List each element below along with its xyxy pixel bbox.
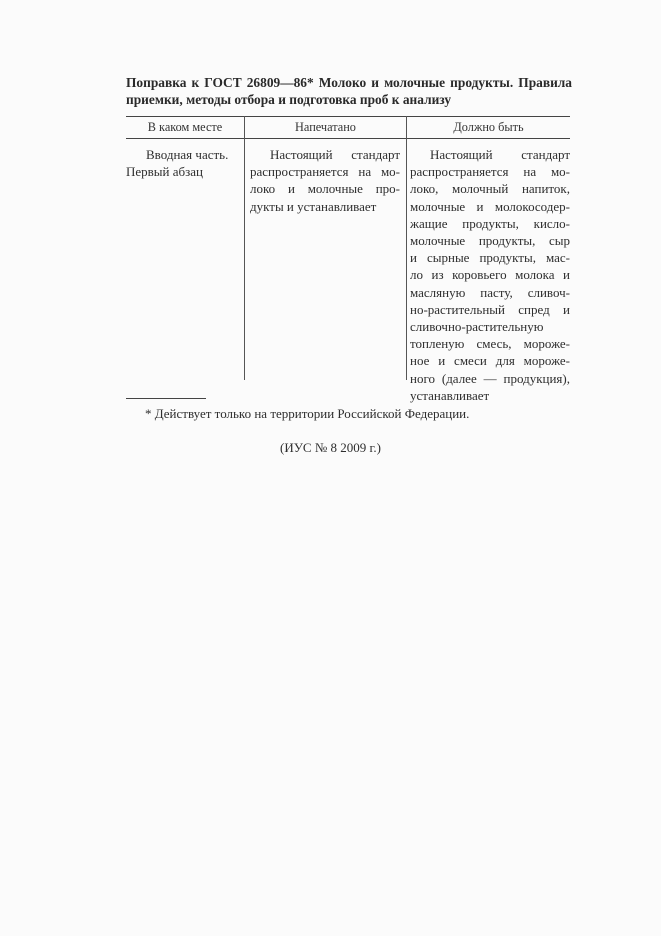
footnote: * Действует только на территории Российской Федерации. — [145, 406, 470, 421]
footnote-separator — [126, 398, 206, 399]
cell-should-be-line: устанавливает — [410, 387, 490, 403]
correction-table — [126, 116, 570, 403]
cell-should-be-line: локо, молочный напиток, — [410, 181, 570, 197]
column-divider-2 — [406, 116, 407, 380]
cell-printed-line: распространяется на мо- — [250, 164, 400, 180]
cell-should-be-line: топленую смесь, мороже- — [410, 336, 570, 352]
source-reference: (ИУС № 8 2009 г.) — [280, 440, 381, 455]
cell-should-be-line: молочные и молокосодер- — [410, 198, 570, 214]
cell-should-be-line: ное и смеси для мороже- — [410, 353, 570, 369]
cell-printed-line: Настоящий стандарт — [270, 147, 400, 162]
header-printed: Напечатано — [295, 120, 356, 134]
cell-should-be-line: распространяется на мо- — [410, 164, 570, 180]
table-top-rule — [126, 116, 570, 117]
column-divider-1 — [244, 116, 245, 380]
cell-printed-line: локо и молочные про- — [250, 181, 400, 197]
cell-location-line: Первый абзац — [126, 164, 203, 180]
header-location: В каком месте — [147, 120, 223, 134]
cell-should-be-line: жащие продукты, кисло- — [410, 215, 570, 231]
cell-should-be-line: ло из коровьего молока и — [410, 267, 570, 283]
cell-should-be-line: молочные продукты, сыр — [410, 233, 570, 249]
cell-printed — [250, 146, 400, 215]
cell-should-be-line: но-растительный спред и — [410, 301, 570, 317]
table-header-rule — [126, 138, 570, 139]
cell-should-be — [410, 146, 570, 404]
header-should-be: Должно быть — [453, 120, 524, 134]
cell-should-be-line: Настоящий стандарт — [430, 147, 570, 162]
cell-location — [126, 146, 242, 180]
document-title: Поправка к ГОСТ 26809—86* Молоко и молочные продукты. Правила приемки, методы отбора и подготовка проб к анализу — [126, 75, 572, 107]
cell-should-be-line: сливочно-растительную — [410, 319, 544, 335]
cell-should-be-line: и сырные продукты, мас- — [410, 250, 570, 266]
cell-should-be-line: ного (далее — продукция), — [410, 370, 570, 386]
cell-location-line: Вводная часть. — [146, 147, 229, 162]
cell-printed-line: дукты и устанавливает — [250, 198, 377, 214]
cell-should-be-line: масляную пасту, сливоч- — [410, 284, 570, 300]
